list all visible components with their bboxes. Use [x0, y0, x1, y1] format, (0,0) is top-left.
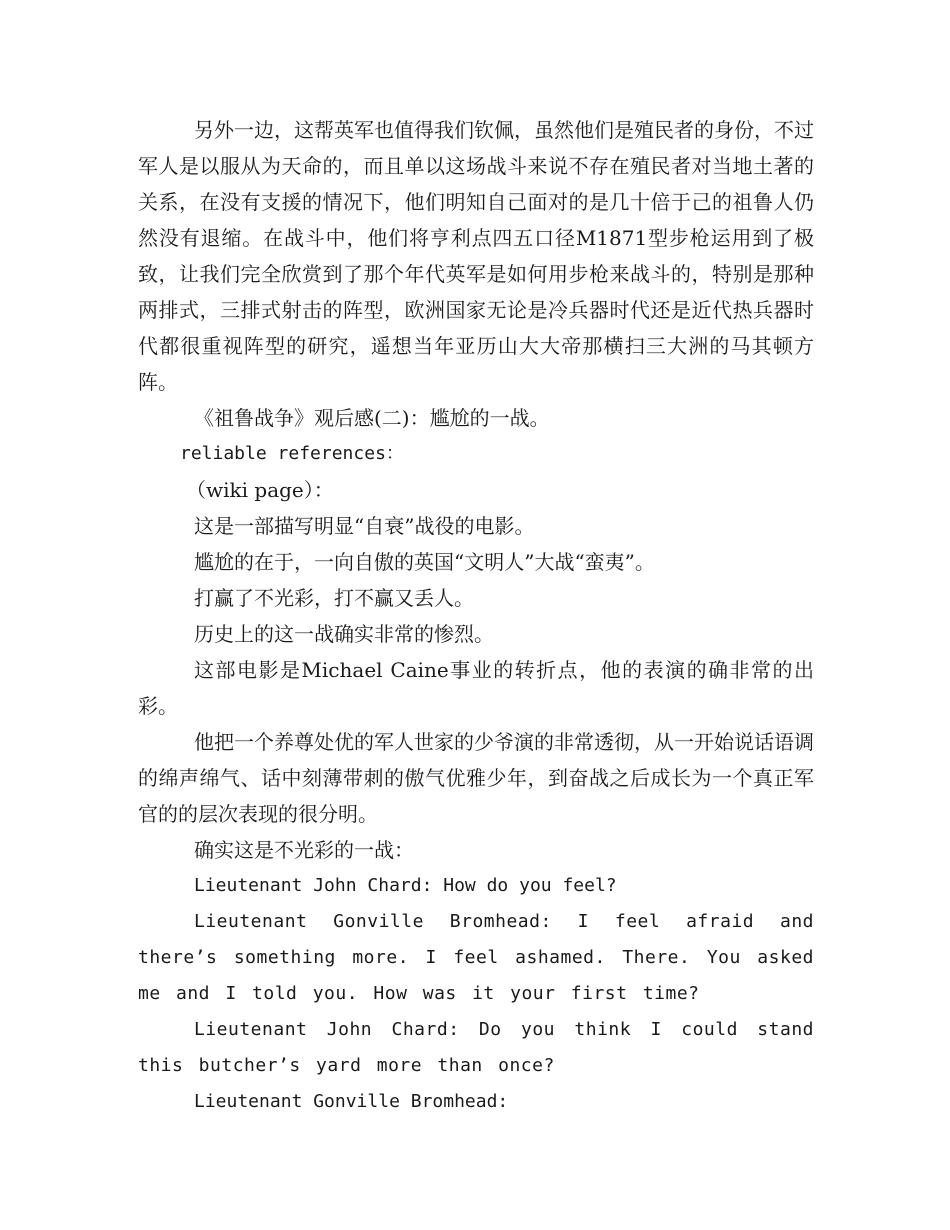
paragraph-film-description: 这是一部描写明显“自衰”战役的电影。: [194, 514, 535, 538]
paragraph-history: 历史上的这一战确实非常的惨烈。: [194, 622, 494, 646]
wiki-page-label: （wiki page）：: [186, 478, 334, 502]
paragraph-win-lose: 打赢了不光彩，打不赢又丢人。: [194, 586, 474, 610]
document-page: [138, 112, 814, 1120]
quote-chard-2: Lieutenant John Chard: Do you think I could stand this butcher’s yard more than once?: [138, 1019, 814, 1076]
paragraph-british-soldiers: 另外一边，这帮英军也值得我们钦佩，虽然他们是殖民者的身份，不过军人是以服从为天命的，而且单以这场战斗来说不存在殖民者对当地土著的关系，在没有支援的情况下，他们明知自己面对的是几十倍于己的祖鲁人仍然没有退缩。在战斗中，他们将亨利点四五口径M1871型步枪运用到了极致，让我们完全欣赏到了那个年代英军是如何用步枪来战斗的，特别是那种两排式，三排式射击的阵型，欧洲国家无论是冷兵器时代还是近代热兵器时代都很重视阵型的研究，遥想当年亚历山大大帝那横扫三大洲的马其顿方阵。: [138, 118, 814, 394]
paragraph-michael-caine: 这部电影是Michael Caine事业的转折点，他的表演的确非常的出彩。: [138, 658, 814, 718]
paragraph-inglorious: 确实这是不光彩的一战：: [194, 838, 414, 862]
quote-bromhead-1: Lieutenant Gonville Bromhead: I feel afraid and there’s something more. I feel ashamed. There. You asked me and I told you. How was it your first time?: [138, 911, 814, 1004]
paragraph-awkwardness: 尴尬的在于，一向自傲的英国“文明人”大战“蛮夷”。: [194, 550, 655, 574]
references-label: reliable references：: [180, 443, 404, 464]
section-heading: 《祖鲁战争》观后感(二)：尴尬的一战。: [194, 406, 550, 430]
quote-chard-1: Lieutenant John Chard: How do you feel?: [194, 875, 617, 896]
paragraph-performance: 他把一个养尊处优的军人世家的少爷演的非常透彻，从一开始说话语调的绵声绵气、话中刻薄带刺的傲气优雅少年，到奋战之后成长为一个真正军官的的层次表现的很分明。: [138, 730, 814, 826]
quote-bromhead-2: Lieutenant Gonville Bromhead:: [194, 1091, 509, 1112]
